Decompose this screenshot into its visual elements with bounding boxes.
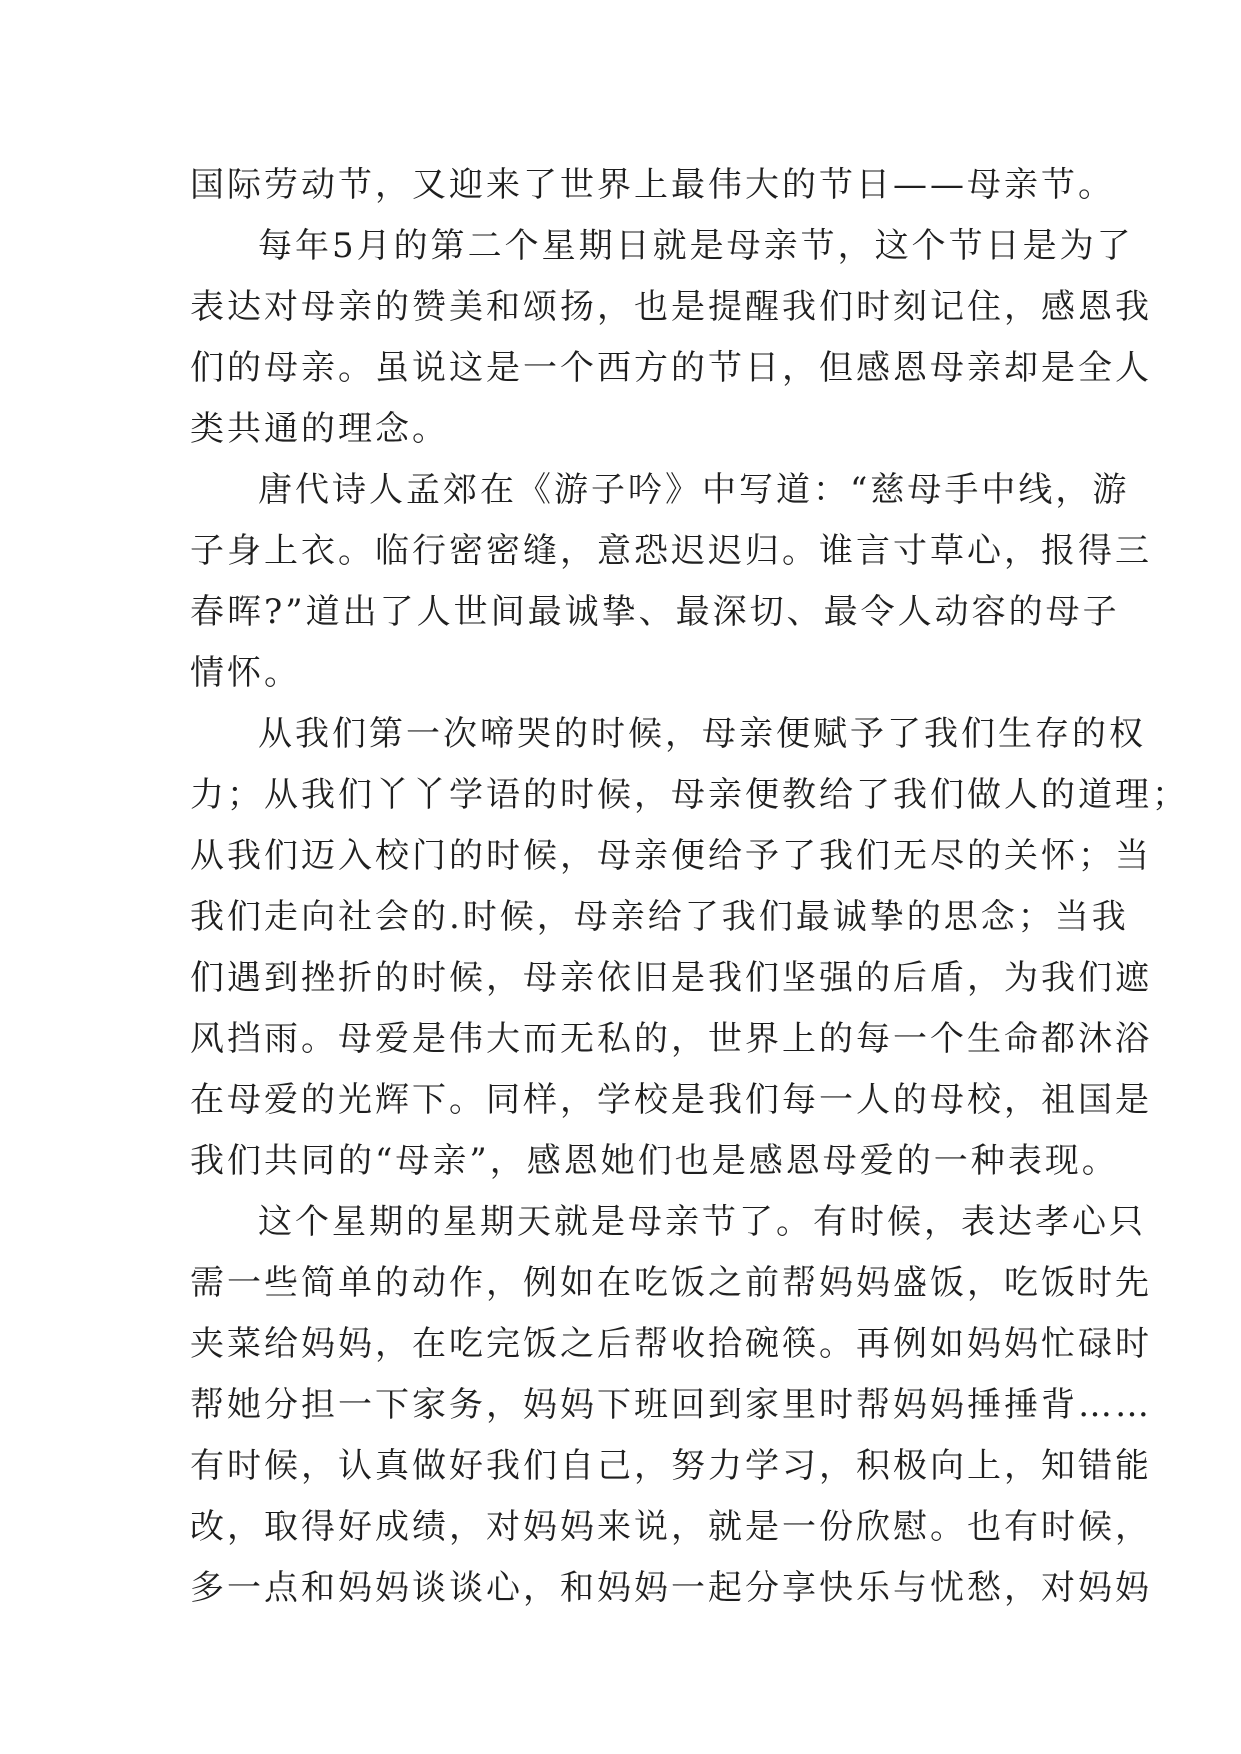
- text-line: 改，取得好成绩，对妈妈来说，就是一份欣慰。也有时候，: [190, 1507, 1152, 1547]
- text-line: 们遇到挫折的时候，母亲依旧是我们坚强的后盾，为我们遮: [190, 958, 1152, 998]
- text-line: 我们走向社会的.时候，母亲给了我们最诚挚的思念；当我: [190, 897, 1129, 937]
- text-line: 多一点和妈妈谈谈心，和妈妈一起分享快乐与忧愁，对妈妈: [190, 1568, 1152, 1608]
- text-line: 国际劳动节，又迎来了世界上最伟大的节日——母亲节。: [190, 165, 1115, 205]
- text-line: 在母爱的光辉下。同样，学校是我们每一人的母校，祖国是: [190, 1080, 1152, 1120]
- text-line: 有时候，认真做好我们自己，努力学习，积极向上，知错能: [190, 1446, 1152, 1486]
- paragraph-start-line: 唐代诗人孟郊在《游子吟》中写道：“慈母手中线，游: [258, 470, 1130, 510]
- text-line: 表达对母亲的赞美和颂扬，也是提醒我们时刻记住，感恩我: [190, 287, 1152, 327]
- paragraph-start-line: 每年5月的第二个星期日就是母亲节，这个节日是为了: [258, 226, 1134, 266]
- text-line: 子身上衣。临行密密缝，意恐迟迟归。谁言寸草心，报得三: [190, 531, 1152, 571]
- text-line: 帮她分担一下家务，妈妈下班回到家里时帮妈妈捶捶背……: [190, 1385, 1152, 1425]
- text-line: 需一些简单的动作，例如在吃饭之前帮妈妈盛饭，吃饭时先: [190, 1263, 1152, 1303]
- paragraph-start-line: 这个星期的星期天就是母亲节了。有时候，表达孝心只: [258, 1202, 1146, 1242]
- text-line: 夹菜给妈妈，在吃完饭之后帮收拾碗筷。再例如妈妈忙碌时: [190, 1324, 1152, 1364]
- text-line: 我们共同的“母亲”，感恩她们也是感恩母爱的一种表现。: [190, 1141, 1119, 1181]
- text-line: 力；从我们丫丫学语的时候，母亲便教给了我们做人的道理；: [190, 775, 1189, 815]
- text-line: 从我们迈入校门的时候，母亲便给予了我们无尽的关怀；当: [190, 836, 1152, 876]
- document-body: [190, 155, 1189, 1619]
- paragraph-start-line: 从我们第一次啼哭的时候，母亲便赋予了我们生存的权: [258, 714, 1146, 754]
- text-line: 春晖?”道出了人世间最诚挚、最深切、最令人动容的母子: [190, 592, 1120, 632]
- text-line: 风挡雨。母爱是伟大而无私的，世界上的每一个生命都沐浴: [190, 1019, 1152, 1059]
- text-line: 们的母亲。虽说这是一个西方的节日，但感恩母亲却是全人: [190, 348, 1152, 388]
- text-line: 情怀。: [190, 653, 301, 693]
- text-line: 类共通的理念。: [190, 409, 449, 449]
